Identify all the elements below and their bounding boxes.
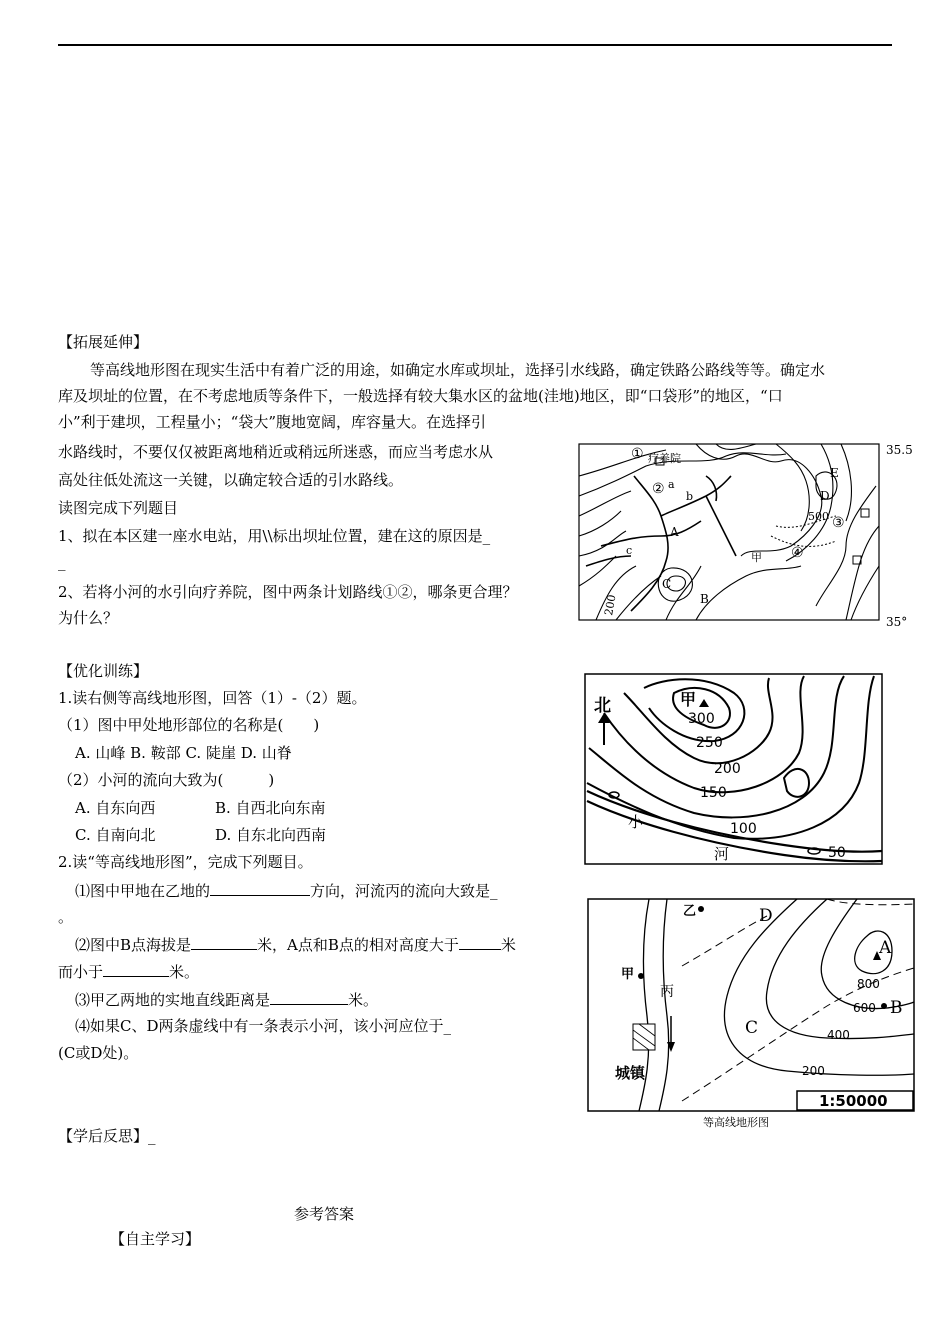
river-label-2: 河 <box>714 845 730 863</box>
expand-question-2: 2、若将小河的水引向疗养院，图中两条计划路线①②，哪条更合理？ <box>58 583 518 601</box>
label-c-small: c <box>626 544 633 557</box>
section-reflect-heading: 【学后反思】_ <box>58 1127 156 1145</box>
option-C: C. 自南向北 <box>75 826 156 844</box>
point-D-label: D <box>820 489 830 503</box>
contour-800-label: 800 <box>857 977 880 991</box>
latitude-top-label: 35.5 <box>886 443 913 457</box>
optimize-question-2: 2.读“等高线地形图”，完成下列题目。 <box>58 853 313 871</box>
q2-2-blank-2 <box>459 933 501 950</box>
peak-jia-label: 甲 <box>680 690 697 709</box>
point-A3-label: A <box>879 938 892 958</box>
yi-label: 乙 <box>683 904 697 919</box>
point-B3-label: B <box>890 998 903 1018</box>
expand-paragraph-line1: 等高线地形图在现实生活中有着广泛的用途，如确定水库或坝址，选择引水线路，确定铁路公路线等等。确定水 <box>90 361 826 379</box>
optimize-question-2-3 <box>75 988 378 1010</box>
contour-map-peak <box>584 673 884 866</box>
route-2-label: ② <box>652 481 665 497</box>
section-expand-heading: 【拓展延伸】 <box>58 333 149 351</box>
section-optimize-heading: 【优化训练】 <box>58 662 149 680</box>
option-A: A. 自东向西 <box>75 799 156 817</box>
point-A-label: A <box>670 525 679 539</box>
q2-2-text-b: 米，A点和B点的相对高度大于 <box>257 936 459 954</box>
scale-label: 1:50000 <box>819 1092 888 1110</box>
north-label: 北 <box>594 696 611 716</box>
contour-200-label-3: 200 <box>802 1064 825 1078</box>
point-B-label: B <box>700 592 709 606</box>
q2-2-text-a: ⑵图中B点海拔是 <box>75 936 192 954</box>
line-C-label: C <box>745 1018 759 1038</box>
contour-map-town <box>587 896 917 1132</box>
option-D: D. 自东北向西南 <box>215 826 327 844</box>
expand-paragraph-line4: 水路线时，不要仅仅被距离地稍近或稍远所迷惑，而应当考虑水从 <box>58 443 494 461</box>
label-b-small: b <box>686 490 694 503</box>
answers-heading: 参考答案 <box>294 1205 355 1223</box>
contour-500-label: 500 <box>808 510 829 523</box>
river-label-1: 小 <box>628 813 644 831</box>
route-4-label: ④ <box>791 545 804 561</box>
q2-1-blank <box>210 879 310 896</box>
expand-paragraph-line5: 高处往低处流这一关键，以确定较合适的引水路线。 <box>58 471 404 489</box>
optimize-question-1-1: （1）图中甲处地形部位的名称是( ) <box>58 716 320 734</box>
contour-200-label-2: 200 <box>714 761 741 777</box>
contour-300-label: 300 <box>688 711 715 727</box>
expand-question-1-blank: _ <box>58 553 66 571</box>
contour-200-label: 200 <box>602 593 619 617</box>
contour-250-label: 250 <box>696 735 723 751</box>
sanatorium-label: 疗养院 <box>648 452 681 465</box>
contour-150-label: 150 <box>700 785 727 801</box>
route-3-label: ③ <box>832 515 845 531</box>
jia-label: 甲 <box>621 967 635 982</box>
q2-2-blank-1 <box>191 933 257 950</box>
q2-3-text-a: ⑶甲乙两地的实地直线距离是 <box>75 991 271 1009</box>
q2-2-text-e: 米。 <box>169 963 200 981</box>
optimize-question-1-2: （2）小河的流向大致为( ) <box>58 771 275 789</box>
point-jia-label: 甲 <box>751 551 762 564</box>
optimize-question-2-4: ⑷如果C、D两条虚线中有一条表示小河，该小河应位于_ <box>75 1017 452 1035</box>
q2-1-text-b: 方向，河流丙的流向大致是_ <box>310 882 498 900</box>
contour-400-label: 400 <box>827 1028 850 1042</box>
point-C-label: C <box>662 577 672 591</box>
contour-50-label: 50 <box>828 845 846 861</box>
expand-question-1: 1、拟在本区建一座水电站，用\\标出坝址位置，建在这的原因是_ <box>58 527 491 545</box>
optimize-question-1: 1.读右侧等高线地形图，回答（1）-（2）题。 <box>58 689 367 707</box>
q2-1-text-a: ⑴图中甲地在乙地的 <box>75 882 211 900</box>
optimize-question-1-1-options: A. 山峰 B. 鞍部 C. 陡崖 D. 山脊 <box>75 744 292 762</box>
town-label: 城镇 <box>615 1064 646 1082</box>
label-a-small: a <box>668 478 675 491</box>
q2-2-text-d: 而小于 <box>58 963 104 981</box>
q2-2-blank-3 <box>103 960 169 977</box>
expand-paragraph-line3: 小”利于建坝，工程量小；“袋大”腹地宽阔，库容量大。在选择引 <box>58 413 487 431</box>
option-B: B. 自西北向东南 <box>215 799 326 817</box>
optimize-question-2-1 <box>75 879 498 901</box>
map3-caption: 等高线地形图 <box>703 1116 769 1129</box>
expand-question-2-tail: 为什么？ <box>58 609 119 627</box>
contour-map-sanatorium <box>576 436 916 628</box>
self-study-heading: 【自主学习】 <box>110 1230 201 1248</box>
line-D-label: D <box>759 906 773 926</box>
q2-3-text-b: 米。 <box>348 991 379 1009</box>
latitude-bottom-label: 35° <box>886 615 908 628</box>
river-bing-label: 丙 <box>660 984 674 1000</box>
header-rule <box>58 44 892 46</box>
q2-2-text-c: 米 <box>500 936 516 954</box>
contour-100-label: 100 <box>730 821 757 837</box>
q2-1-text-c: 。 <box>58 908 74 926</box>
route-1-label: ① <box>631 446 644 462</box>
optimize-question-2-2-cont <box>58 960 199 982</box>
point-E-label: E <box>830 466 839 480</box>
expand-instruction: 读图完成下列题目 <box>58 499 179 517</box>
expand-paragraph-line2: 库及坝址的位置，在不考虑地质等条件下，一般选择有较大集水区的盆地(洼地)地区，即“口袋形”的地区，“口 <box>58 387 783 405</box>
q2-3-blank <box>270 988 348 1005</box>
optimize-question-2-2 <box>75 933 516 955</box>
contour-600-label: 600 <box>853 1001 876 1015</box>
optimize-question-2-4-tail: (C或D处)。 <box>58 1044 139 1062</box>
